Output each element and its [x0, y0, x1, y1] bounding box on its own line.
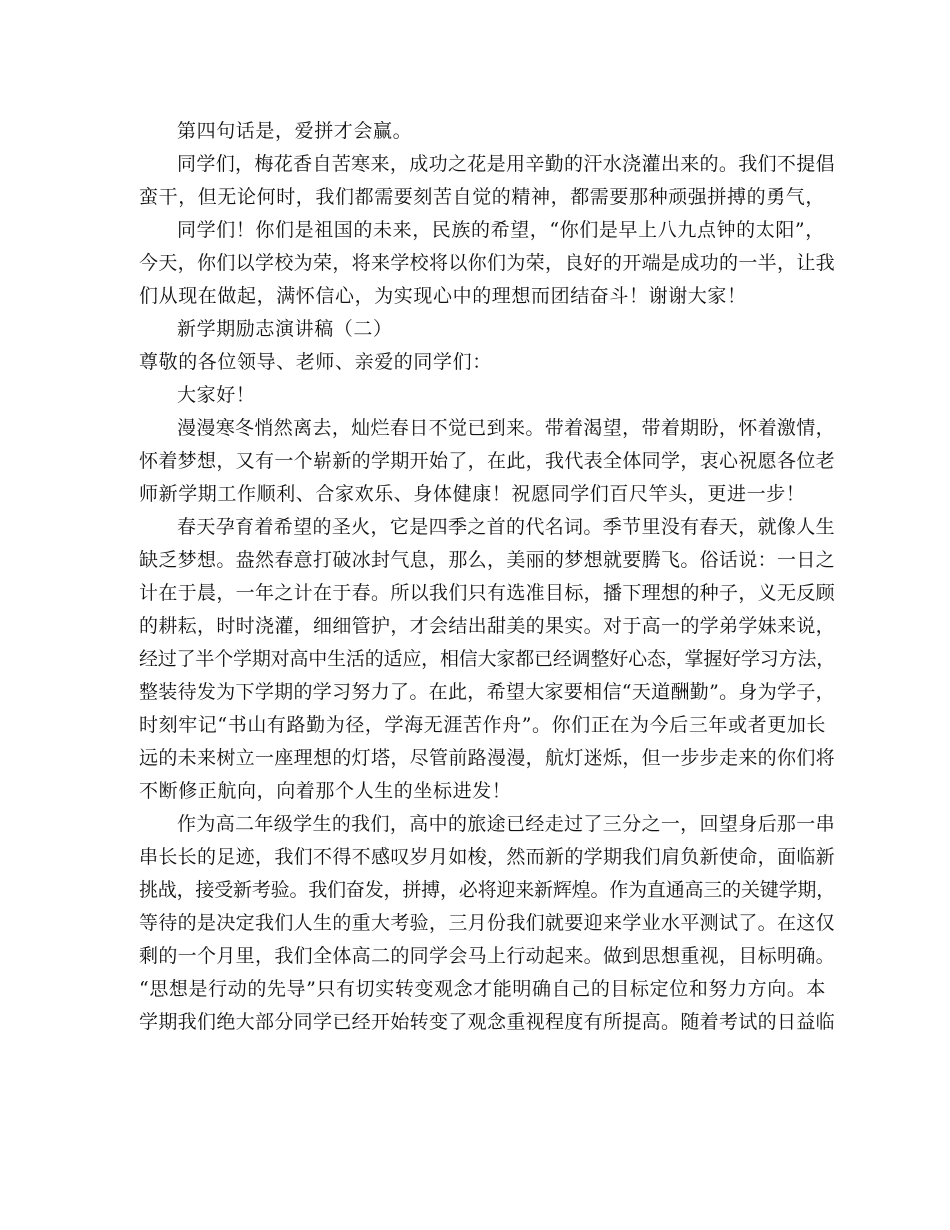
text-line: 的耕耘，时时浇灌，细细管护，才会结出甜美的果实。对于高一的学弟学妹来说， [139, 615, 835, 637]
text-line: 师新学期工作顺利、合家欢乐、身体健康！祝愿同学们百尺竿头，更进一步！ [139, 483, 806, 505]
text-line: 串长长的足迹，我们不得不感叹岁月如梭，然而新的学期我们肩负新使命，面临新 [139, 846, 835, 868]
text-line: 同学们，梅花香自苦寒来，成功之花是用辛勤的汗水浇灌出来的。我们不提倡 [177, 153, 835, 175]
salutation: 尊敬的各位领导、老师、亲爱的同学们： [139, 351, 492, 373]
text-line: 剩的一个月里，我们全体高二的同学会马上行动起来。做到思想重视，目标明确。 [139, 945, 835, 967]
text-line: 挑战，接受新考验。我们奋发，拼搏，必将迎来新辉煌。作为直通高三的关键学期， [139, 879, 835, 901]
text-line: 不断修正航向，向着那个人生的坐标进发！ [139, 780, 512, 802]
text-line: 学期我们绝大部分同学已经开始转变了观念重视程度有所提高。随着考试的日益临 [139, 1011, 835, 1033]
greeting: 大家好！ [177, 384, 256, 406]
text-line: 经过了半个学期对高中生活的适应，相信大家都已经调整好心态，掌握好学习方法， [139, 648, 835, 670]
text-line: 漫漫寒冬悄然离去，灿烂春日不觉已到来。带着渴望，带着期盼，怀着激情， [177, 417, 835, 439]
text-line: 时刻牢记“书山有路勤为径，学海无涯苦作舟”。你们正在为今后三年或者更加长 [139, 714, 827, 736]
text-line: 计在于晨，一年之计在于春。所以我们只有选准目标，播下理想的种子，义无反顾 [139, 582, 835, 604]
section-heading: 新学期励志演讲稿（二） [177, 318, 393, 340]
text-line: 同学们！你们是祖国的未来，民族的希望，“你们是早上八九点钟的太阳”， [177, 219, 825, 241]
text-line: 第四句话是，爱拼才会赢。 [177, 120, 413, 142]
text-line: 缺乏梦想。盎然春意打破冰封气息，那么，美丽的梦想就要腾飞。俗话说：一日之 [139, 549, 835, 571]
text-line: “思想是行动的先导”只有切实转变观念才能明确自己的目标定位和努力方向。本 [139, 978, 827, 1000]
text-line: 蛮干，但无论何时，我们都需要刻苦自觉的精神，都需要那种顽强拼搏的勇气， [139, 186, 826, 208]
text-line: 远的未来树立一座理想的灯塔，尽管前路漫漫，航灯迷烁，但一步步走来的你们将 [139, 747, 835, 769]
text-line: 作为高二年级学生的我们，高中的旅途已经走过了三分之一，回望身后那一串 [177, 813, 835, 835]
text-line: 怀着梦想，又有一个崭新的学期开始了，在此，我代表全体同学，衷心祝愿各位老 [139, 450, 835, 472]
text-line: 今天，你们以学校为荣，将来学校将以你们为荣，良好的开端是成功的一半，让我 [139, 252, 835, 274]
text-line: 等待的是决定我们人生的重大考验，三月份我们就要迎来学业水平测试了。在这仅 [139, 912, 835, 934]
text-line: 整装待发为下学期的学习努力了。在此，希望大家要相信“天道酬勤”。身为学子， [139, 681, 835, 703]
text-line: 们从现在做起，满怀信心，为实现心中的理想而团结奋斗！谢谢大家！ [139, 285, 747, 307]
text-line: 春天孕育着希望的圣火，它是四季之首的代名词。季节里没有春天，就像人生 [177, 516, 835, 538]
